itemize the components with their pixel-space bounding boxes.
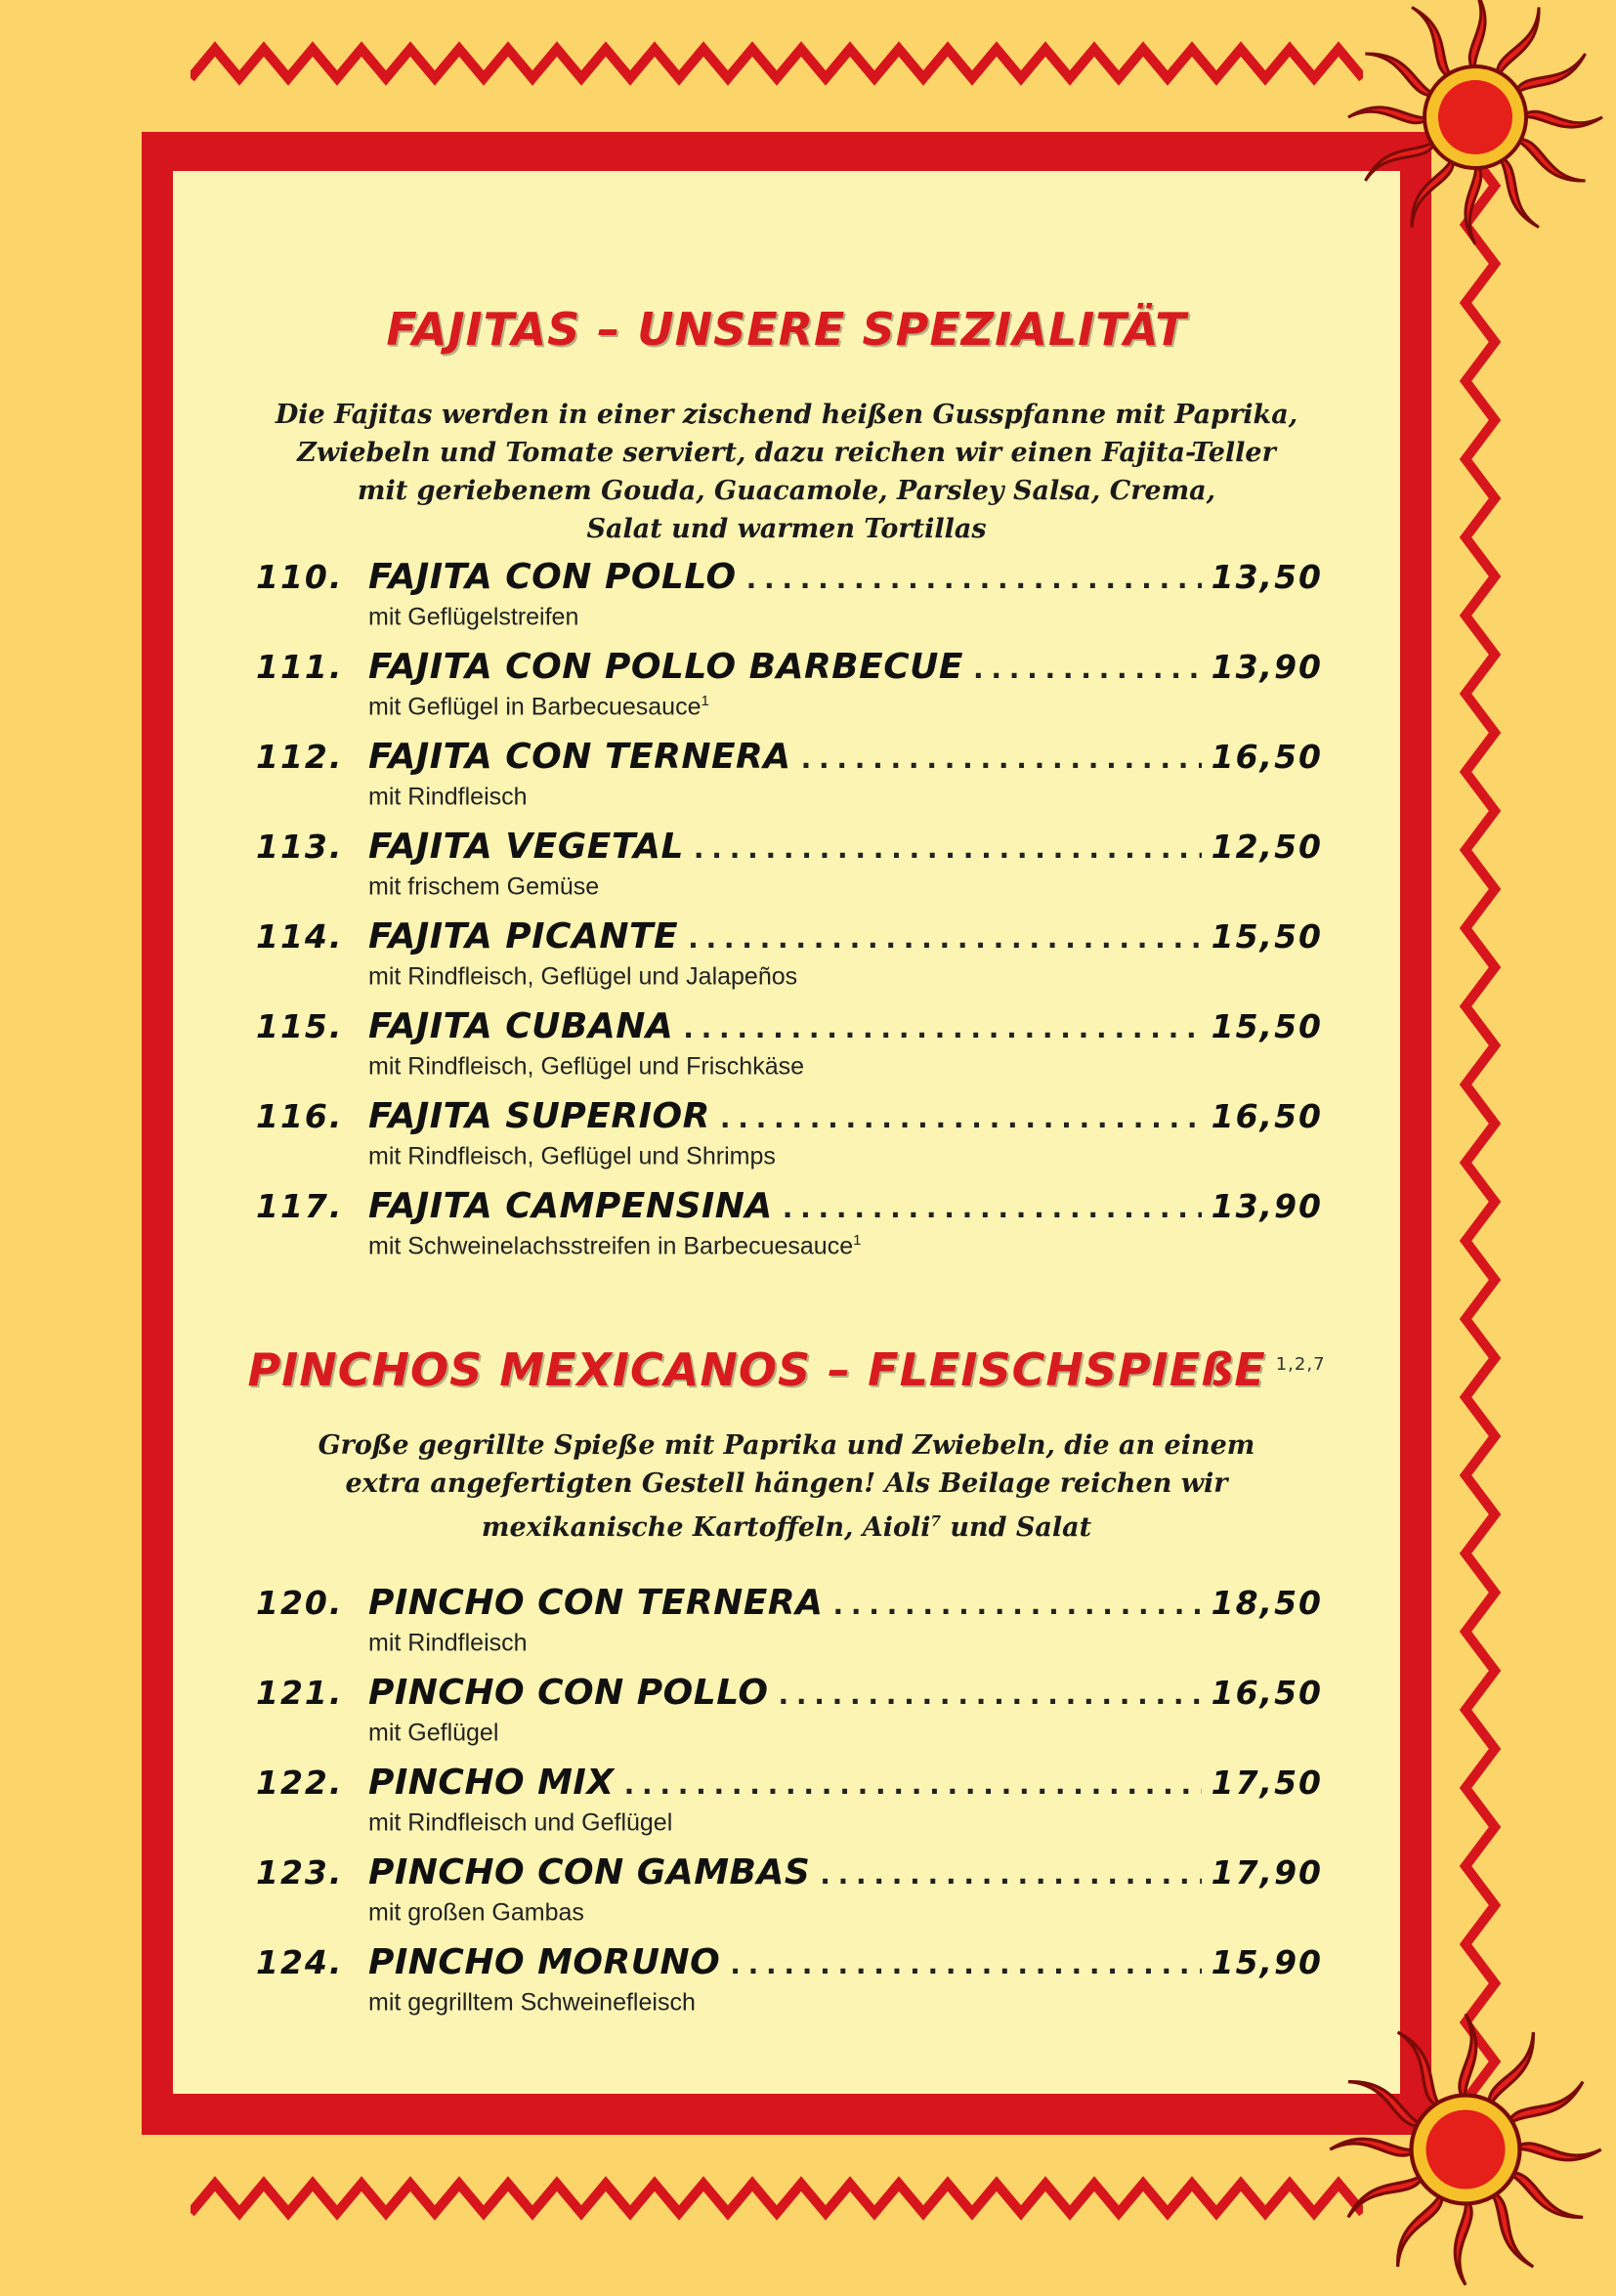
item-description [368, 1719, 498, 1747]
allergen-marker: 1 [853, 1232, 862, 1249]
pinchos-intro-line [173, 1503, 1400, 1547]
fajitas-title: FAJITAS – UNSERE SPEZIALITÄT [386, 303, 1187, 356]
dot-leader [688, 922, 1202, 955]
item-price: 15,50 [1211, 917, 1323, 956]
pinchos-intro-line: Große gegrillte Spieße mit Paprika und Zwiebeln, die an einem [318, 1430, 1255, 1461]
item-description-text: mit Schweinelachsstreifen in Barbecuesauce [368, 1232, 854, 1260]
item-description [368, 693, 709, 721]
dot-leader [832, 1589, 1201, 1621]
menu-item-row [256, 1852, 1323, 1901]
item-number: 114. [256, 917, 344, 956]
dot-leader [683, 1012, 1201, 1044]
item-name: FAJITA CAMPENSINA [368, 1186, 773, 1226]
item-number: 123. [256, 1853, 344, 1892]
menu-item-row [256, 647, 1323, 696]
sun-icon [1309, 2003, 1616, 2296]
item-price: 15,90 [1211, 1943, 1323, 1981]
item-price: 13,90 [1211, 1187, 1323, 1225]
item-name: FAJITA PICANTE [368, 916, 679, 957]
menu-item [256, 827, 1323, 916]
item-description-text: mit frischem Gemüse [368, 872, 600, 901]
dot-leader [973, 653, 1202, 685]
item-description [368, 603, 578, 631]
item-description [368, 1808, 672, 1837]
menu-frame [142, 132, 1431, 2135]
menu-item-row [256, 1942, 1323, 1991]
item-description-text: mit großen Gambas [368, 1898, 584, 1927]
item-description [368, 1052, 804, 1081]
item-name: FAJITA CUBANA [368, 1006, 674, 1046]
item-price: 16,50 [1211, 738, 1323, 776]
item-number: 122. [256, 1764, 344, 1802]
item-name: PINCHO CON POLLO [368, 1673, 769, 1713]
item-name: FAJITA CON POLLO [368, 557, 737, 597]
item-number: 110. [256, 558, 344, 596]
item-price: 18,50 [1211, 1584, 1323, 1622]
item-price: 17,50 [1211, 1764, 1323, 1802]
item-price: 17,90 [1211, 1853, 1323, 1892]
sun-icon [1329, 0, 1616, 254]
item-description [368, 1629, 528, 1657]
item-description-text: mit Rindfleisch [368, 783, 528, 811]
dot-leader [624, 1768, 1202, 1801]
pinchos-intro-line: extra angefertigten Gestell hängen! Als Beilage reichen wir [345, 1468, 1228, 1499]
menu-item [256, 1583, 1323, 1673]
pinchos-intro [173, 1426, 1400, 1547]
fajitas-intro-line: Zwiebeln und Tomate serviert, dazu reichen wir einen Fajita-Teller [297, 438, 1276, 468]
item-name: FAJITA VEGETAL [368, 827, 684, 867]
menu-item-row [256, 1096, 1323, 1145]
item-description-text: mit Rindfleisch und Geflügel [368, 1808, 673, 1837]
item-number: 124. [256, 1943, 344, 1981]
item-description-text: mit Rindfleisch, Geflügel und Shrimps [368, 1142, 776, 1170]
zigzag-border-bottom [191, 2174, 1363, 2232]
dot-leader [694, 832, 1202, 865]
item-description-text: mit Geflügel in Barbecuesauce [368, 693, 702, 721]
menu-item [256, 737, 1323, 827]
fajitas-intro-line: Salat und warmen Tortillas [586, 514, 987, 544]
item-price: 16,50 [1211, 1097, 1323, 1135]
item-number: 116. [256, 1097, 344, 1135]
item-name: PINCHO CON TERNERA [368, 1583, 824, 1623]
menu-item [256, 557, 1323, 647]
pinchos-title-allergens: 1,2,7 [1275, 1353, 1326, 1375]
item-name: FAJITA CON TERNERA [368, 737, 791, 777]
menu-item-row [256, 1583, 1323, 1632]
item-price: 13,90 [1211, 648, 1323, 686]
item-description-text: mit Geflügelstreifen [368, 603, 579, 631]
dot-leader [778, 1679, 1201, 1711]
item-description [368, 1142, 776, 1170]
item-number: 120. [256, 1584, 344, 1622]
item-description-text: mit Rindfleisch, Geflügel und Frischkäse [368, 1052, 805, 1081]
menu-item [256, 1763, 1323, 1852]
fajitas-intro-line: mit geriebenem Gouda, Guacamole, Parsley Salsa, Crema, [357, 476, 1216, 506]
item-price: 16,50 [1211, 1674, 1323, 1712]
dot-leader [720, 1102, 1202, 1134]
item-number: 113. [256, 828, 344, 866]
item-description-text: mit Geflügel [368, 1719, 499, 1747]
dot-leader [746, 563, 1202, 595]
menu-item-row [256, 1673, 1323, 1722]
menu-item-row [256, 827, 1323, 875]
menu-panel [173, 171, 1400, 2094]
allergen-marker: 7 [930, 1512, 941, 1530]
menu-item [256, 1096, 1323, 1186]
pinchos-intro-text: und Salat [940, 1512, 1092, 1543]
fajitas-intro-line: Die Fajitas werden in einer zischend heißen Gusspfanne mit Paprika, [275, 400, 1298, 430]
menu-item [256, 1186, 1323, 1276]
pinchos-list [256, 1583, 1323, 2032]
zigzag-border-right [1446, 147, 1505, 2101]
menu-item [256, 1942, 1323, 2032]
menu-item [256, 647, 1323, 737]
item-number: 115. [256, 1007, 344, 1045]
menu-item [256, 1006, 1323, 1096]
item-number: 117. [256, 1187, 344, 1225]
item-number: 121. [256, 1674, 344, 1712]
pinchos-title [173, 1343, 1400, 1396]
item-price: 15,50 [1211, 1007, 1323, 1045]
menu-item-row [256, 916, 1323, 965]
item-description [368, 962, 797, 991]
item-description [368, 783, 528, 811]
menu-item-row [256, 1763, 1323, 1811]
dot-leader [783, 1192, 1202, 1224]
menu-item [256, 1852, 1323, 1942]
item-name: PINCHO MORUNO [368, 1942, 721, 1982]
item-name: PINCHO MIX [368, 1763, 615, 1803]
item-description [368, 1988, 696, 2017]
menu-item-row [256, 737, 1323, 786]
pinchos-title-text: PINCHOS MEXICANOS – FLEISCHSPIEßE [247, 1343, 1266, 1396]
item-name: PINCHO CON GAMBAS [368, 1852, 811, 1892]
dot-leader [820, 1858, 1201, 1891]
item-description [368, 1232, 861, 1260]
item-price: 13,50 [1211, 558, 1323, 596]
item-price: 12,50 [1211, 828, 1323, 866]
dot-leader [730, 1948, 1201, 1980]
item-description [368, 872, 599, 901]
item-description-text: mit Rindfleisch [368, 1629, 528, 1657]
item-description-text: mit gegrilltem Schweinefleisch [368, 1988, 696, 2017]
menu-item-row [256, 557, 1323, 606]
item-description-text: mit Rindfleisch, Geflügel und Jalapeños [368, 962, 798, 991]
item-number: 111. [256, 648, 344, 686]
pinchos-intro-text: mexikanische Kartoffeln, Aioli [481, 1512, 931, 1543]
item-number: 112. [256, 738, 344, 776]
menu-item-row [256, 1006, 1323, 1055]
item-description [368, 1898, 584, 1927]
dot-leader [801, 743, 1202, 775]
menu-item-row [256, 1186, 1323, 1235]
zigzag-border-top [191, 39, 1363, 98]
item-name: FAJITA SUPERIOR [368, 1096, 710, 1136]
allergen-marker: 1 [701, 693, 709, 709]
item-name: FAJITA CON POLLO BARBECUE [368, 647, 963, 687]
menu-item [256, 1673, 1323, 1763]
fajitas-intro [173, 396, 1400, 548]
fajitas-list [256, 557, 1323, 1276]
menu-item [256, 916, 1323, 1006]
